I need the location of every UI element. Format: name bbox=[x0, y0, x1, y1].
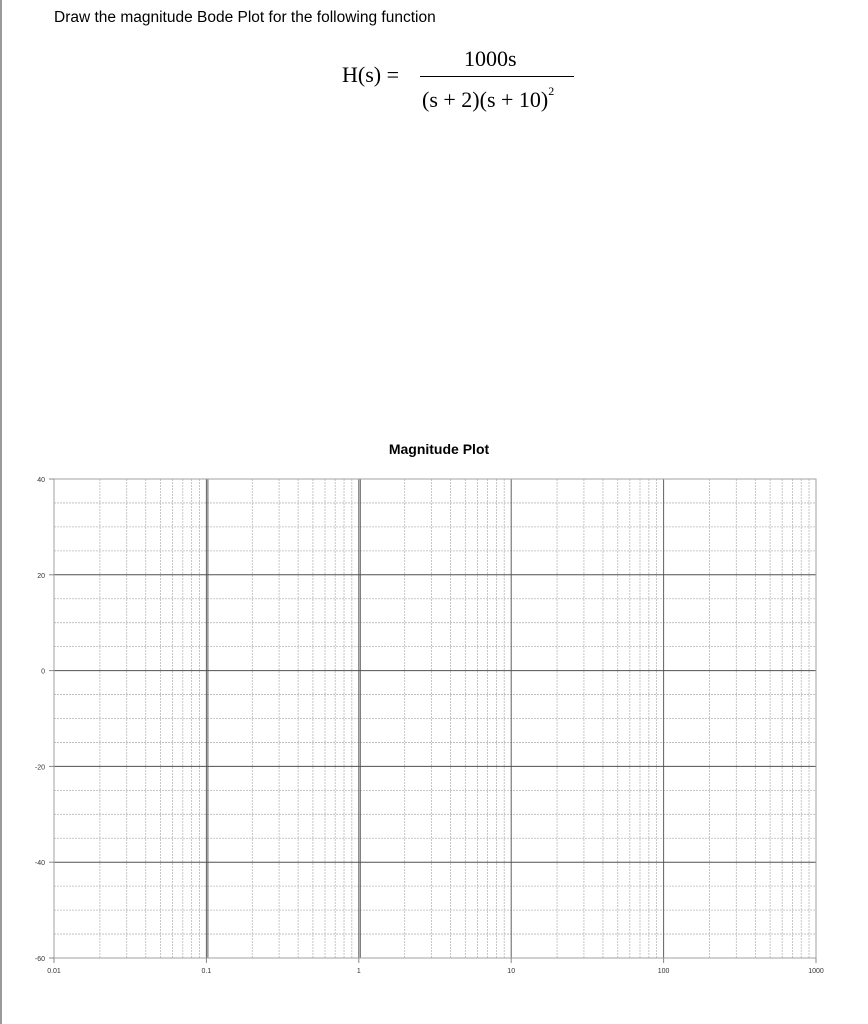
formula-denominator-base: (s + 2)(s + 10) bbox=[422, 87, 549, 112]
chart-title: Magnitude Plot bbox=[388, 441, 490, 457]
y-tick-label: 40 bbox=[37, 477, 45, 484]
y-tick-label: 0 bbox=[41, 668, 45, 676]
x-tick-label: 1000 bbox=[808, 968, 824, 975]
formula-exponent: 2 bbox=[548, 84, 555, 98]
y-tick-label: -40 bbox=[34, 860, 45, 868]
x-tick-label: 0.1 bbox=[201, 968, 212, 975]
x-tick-label: 0.01 bbox=[47, 968, 61, 975]
y-tick-label: -60 bbox=[34, 956, 45, 963]
x-tick-label: 1 bbox=[356, 968, 361, 975]
formula-numerator: 1000s bbox=[464, 46, 517, 71]
instruction-text: Draw the magnitude Bode Plot for the following function bbox=[54, 9, 436, 26]
x-tick-label: 100 bbox=[657, 968, 670, 975]
y-tick-label: 20 bbox=[37, 572, 45, 580]
formula-lhs: H(s) = bbox=[342, 62, 400, 87]
y-tick-label: -20 bbox=[34, 764, 45, 772]
x-tick-label: 10 bbox=[507, 968, 516, 975]
